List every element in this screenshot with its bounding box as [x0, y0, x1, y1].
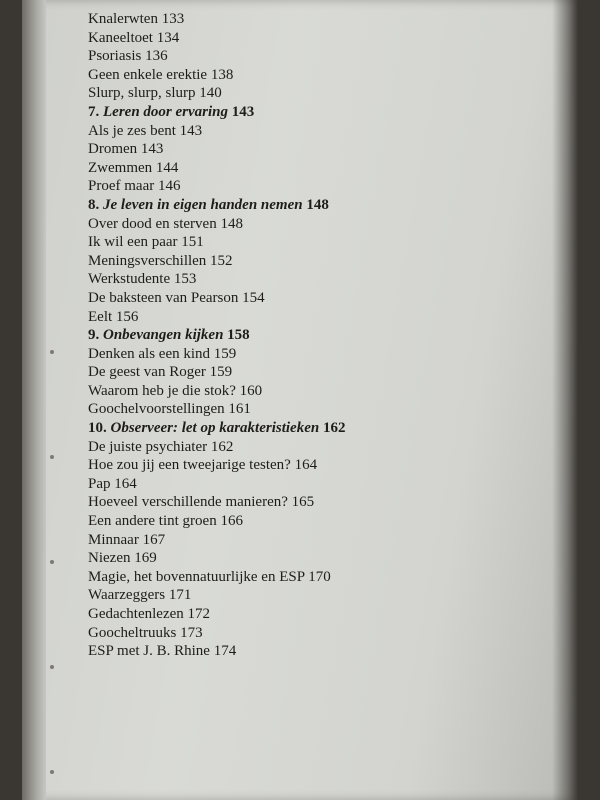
- toc-entry: Magie, het bovennatuurlijke en ESP 170: [88, 568, 331, 585]
- toc-entry: Minnaar 167: [88, 531, 166, 548]
- toc-entry: Psoriasis 136: [88, 48, 168, 65]
- binding-stitch: [50, 665, 54, 669]
- toc-entry: Kaneeltoet 134: [88, 29, 180, 46]
- toc-entry: De geest van Roger 159: [88, 364, 233, 381]
- chapter-heading: [88, 196, 508, 215]
- toc-section-continued: [88, 10, 508, 103]
- toc-entry: Denken als een kind 159: [88, 345, 237, 362]
- table-of-contents: [88, 10, 508, 661]
- chapter-number: 8.: [88, 196, 100, 213]
- toc-entry: Eelt 156: [88, 308, 139, 325]
- chapter-title: Onbevangen kijken: [103, 327, 224, 344]
- toc-entry: Slurp, slurp, slurp 140: [88, 85, 222, 102]
- toc-entry: Werkstudente 153: [88, 271, 197, 288]
- chapter-number: 9.: [88, 327, 100, 344]
- binding-stitch: [50, 560, 54, 564]
- chapter-heading: [88, 419, 508, 438]
- binding-stitch: [50, 350, 54, 354]
- toc-entry: Niezen 169: [88, 550, 157, 567]
- toc-entry: Goochelvoorstellingen 161: [88, 401, 251, 418]
- toc-entry: Hoeveel verschillende manieren? 165: [88, 494, 315, 511]
- toc-entry: Goocheltruuks 173: [88, 624, 203, 641]
- toc-entry: Geen enkele erektie 138: [88, 66, 234, 83]
- chapter-page: 148: [306, 196, 329, 213]
- toc-section-chapter-9: [88, 326, 508, 419]
- chapter-title: Observeer: let op karakteristieken: [110, 420, 320, 437]
- toc-entry: Waarzeggers 171: [88, 587, 192, 604]
- toc-entry: Over dood en sterven 148: [88, 215, 243, 232]
- binding-stitch: [50, 455, 54, 459]
- toc-section-chapter-7: [88, 103, 508, 196]
- chapter-heading: [88, 103, 508, 122]
- chapter-number: 7.: [88, 103, 100, 120]
- chapter-page: 162: [322, 420, 346, 437]
- toc-entry: Gedachtenlezen 172: [88, 606, 211, 622]
- toc-entry: Proef maar 146: [88, 178, 181, 195]
- toc-entry: Zwemmen 144: [88, 159, 179, 176]
- chapter-heading: [88, 326, 508, 345]
- toc-entry: Hoe zou jij een tweejarige testen? 164: [88, 457, 318, 474]
- toc-section-chapter-10: [88, 419, 508, 661]
- chapter-title: Je leven in eigen handen nemen: [103, 196, 303, 213]
- toc-entry: De baksteen van Pearson 154: [88, 289, 265, 306]
- book-spine-gutter: [22, 0, 46, 800]
- binding-stitch: [50, 770, 54, 774]
- toc-entry: Waarom heb je die stok? 160: [88, 382, 263, 399]
- toc-entry: Knalerwten 133: [88, 11, 185, 27]
- chapter-page: 143: [231, 103, 255, 120]
- toc-entry: ESP met J. B. Rhine 174: [88, 643, 237, 660]
- toc-entry: Ik wil een paar 151: [88, 234, 204, 251]
- page-shadow-edge: [552, 0, 578, 800]
- toc-entry: Dromen 143: [88, 141, 164, 158]
- chapter-title: Leren door ervaring: [103, 103, 228, 120]
- toc-entry: Pap 164: [88, 475, 137, 492]
- toc-section-chapter-8: [88, 196, 508, 326]
- toc-entry: Meningsverschillen 152: [88, 252, 233, 269]
- chapter-number: 10.: [88, 420, 107, 437]
- toc-entry: Als je zes bent 143: [88, 122, 203, 139]
- chapter-page: 158: [227, 327, 250, 344]
- toc-entry: Een andere tint groen 166: [88, 513, 243, 530]
- toc-entry: De juiste psychiater 162: [88, 438, 234, 455]
